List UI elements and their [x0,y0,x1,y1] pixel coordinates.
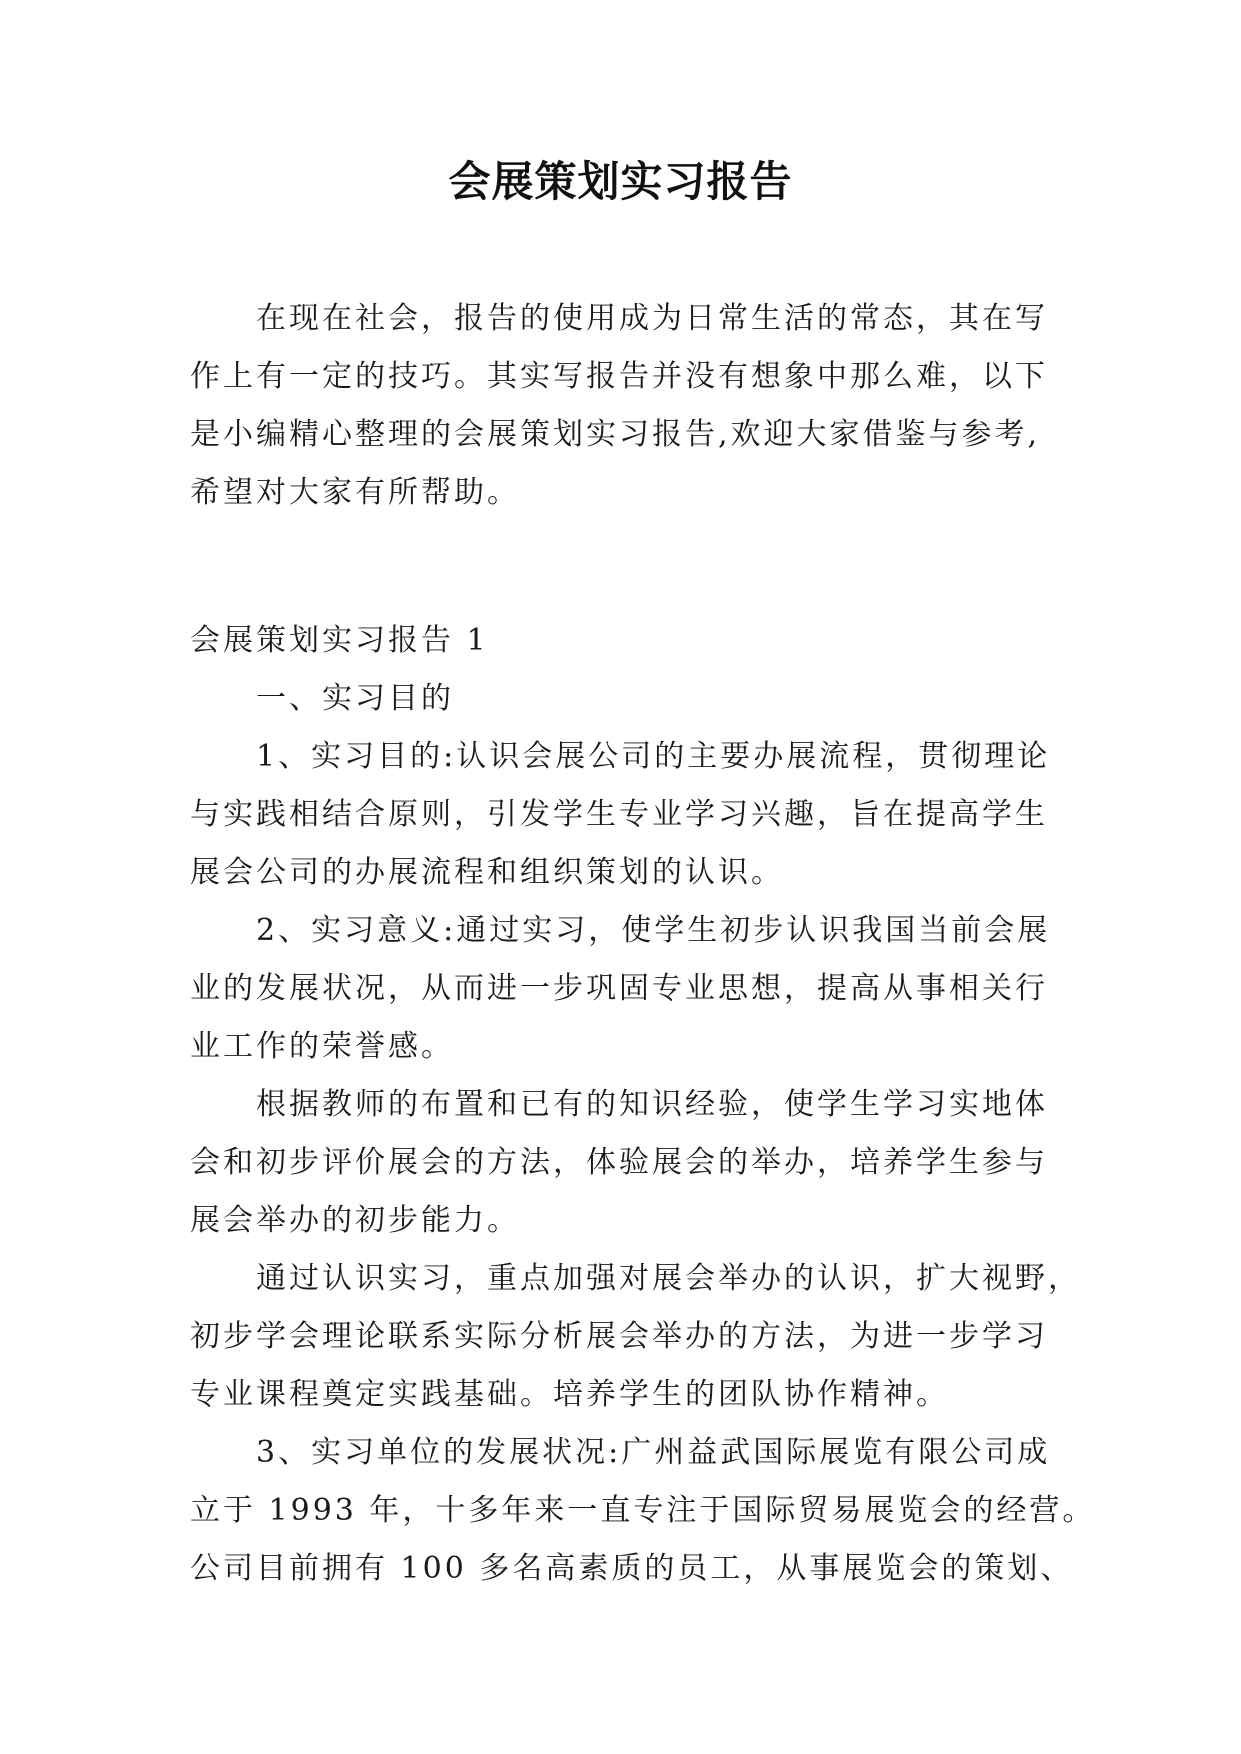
text-line: 业工作的荣誉感。 [190,1029,454,1064]
text-line: 是小编精心整理的会展策划实习报告,欢迎大家借鉴与参考, [190,417,1041,452]
text-line: 希望对大家有所帮助。 [190,475,520,510]
text-line: 作上有一定的技巧。其实写报告并没有想象中那么难，以下 [190,359,1048,394]
text-line: 公司目前拥有 100 多名高素质的员工，从事展览会的策划、 [190,1551,1074,1586]
text-line: 专业课程奠定实践基础。培养学生的团队协作精神。 [190,1377,949,1412]
text-line: 业的发展状况，从而进一步巩固专业思想，提高从事相关行 [190,971,1048,1006]
text-line: 会和初步评价展会的方法，体验展会的举办，培养学生参与 [190,1145,1048,1180]
text-line: 立于 1993 年，十多年来一直专注于国际贸易展览会的经营。 [190,1493,1096,1528]
document-body [190,290,1096,1598]
text-line: 在现在社会，报告的使用成为日常生活的常态，其在写 [256,301,1048,336]
text-line: 展会举办的初步能力。 [190,1203,520,1238]
text-line: 会展策划实习报告 1 [190,623,489,658]
text-line: 1、实习目的:认识会展公司的主要办展流程，贯彻理论 [256,739,1051,774]
text-line: 与实践相结合原则，引发学生专业学习兴趣，旨在提高学生 [190,797,1048,832]
text-line: 展会公司的办展流程和组织策划的认识。 [190,855,784,890]
text-line: 一、实习目的 [256,681,454,716]
text-line: 3、实习单位的发展状况:广州益武国际展览有限公司成 [256,1435,1051,1470]
page-title: 会展策划实习报告 [448,157,793,206]
text-line: 2、实习意义:通过实习，使学生初步认识我国当前会展 [256,913,1051,948]
text-line: 根据教师的布置和已有的知识经验，使学生学习实地体 [256,1087,1048,1122]
text-line: 初步学会理论联系实际分析展会举办的方法，为进一步学习 [190,1319,1048,1354]
text-line: 通过认识实习，重点加强对展会举办的认识，扩大视野， [256,1261,1081,1296]
paragraph-gap [190,522,1050,612]
